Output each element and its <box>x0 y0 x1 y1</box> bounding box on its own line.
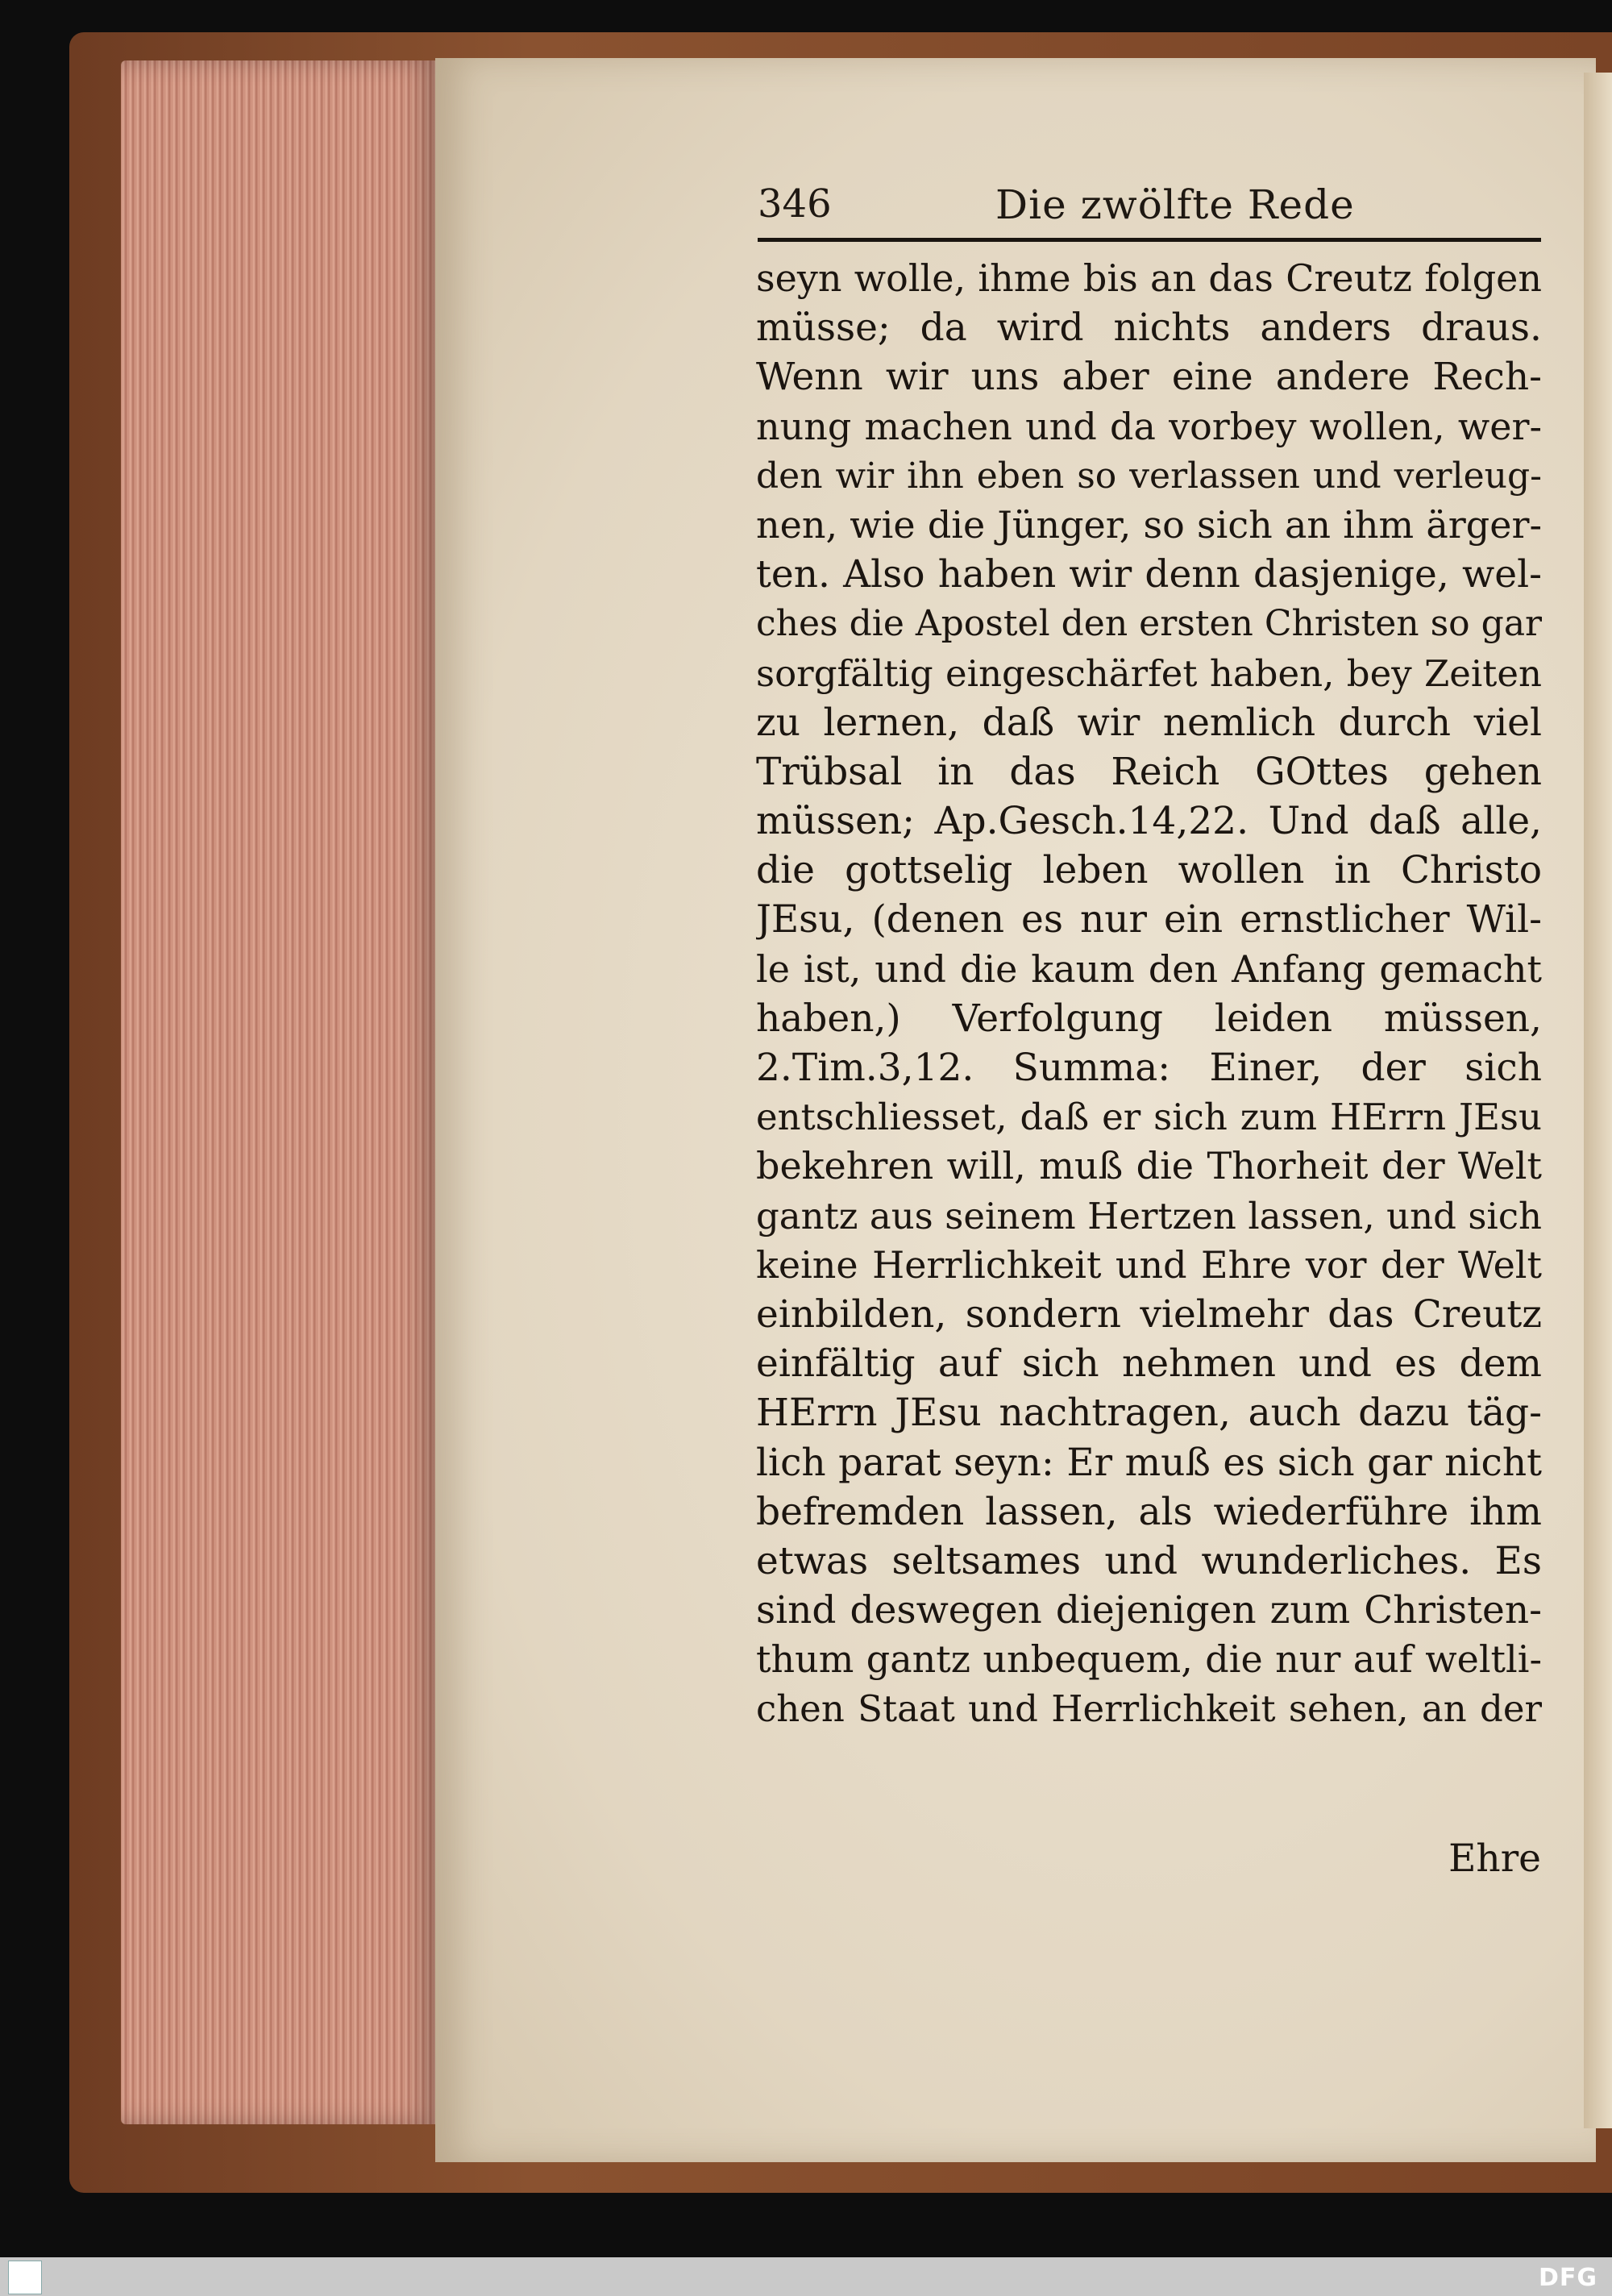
text-line: etwas seltsames und wunderliches. Es <box>756 1538 1542 1583</box>
text-line: keine Herrlichkeit und Ehre vor der Welt <box>756 1242 1542 1287</box>
text-line: haben,) Verfolgung leiden müssen, <box>756 996 1542 1041</box>
page-edges <box>121 60 439 2124</box>
text-line: die gottselig leben wollen in Christo <box>756 848 1542 893</box>
catchword: Ehre <box>1448 1836 1541 1881</box>
text-line: 2.Tim.3,12. Summa: Einer, der sich <box>756 1046 1542 1090</box>
text-line: einbilden, sondern vielmehr das Creutz <box>756 1292 1542 1337</box>
body-text <box>756 254 1542 1734</box>
text-line: nen, wie die Jünger, so sich an ihm ärger- <box>756 502 1542 547</box>
dfg-logo: DFG <box>1538 2264 1597 2292</box>
text-line: gantz aus seinem Hertzen lassen, und sich <box>756 1194 1542 1237</box>
text-line: müsse; da wird nichts anders draus. <box>756 306 1542 351</box>
text-line: sorgfältig eingeschärfet haben, bey Zeiten <box>756 651 1542 695</box>
text-line: zu lernen, daß wir nemlich durch viel <box>756 700 1542 745</box>
text-line: einfältig auf sich nehmen und es dem <box>756 1341 1542 1387</box>
text-line: HErrn JEsu nachtragen, auch dazu täg- <box>756 1391 1542 1436</box>
page-number: 346 <box>758 181 832 227</box>
text-line: befremden lassen, als wiederführe ihm <box>756 1489 1542 1534</box>
running-head: Die zwölfte Rede <box>995 181 1355 228</box>
text-line: thum gantz unbequem, die nur auf weltli- <box>756 1637 1542 1682</box>
text-line: le ist, und die kaum den Anfang gemacht <box>756 946 1542 991</box>
text-line: bekehren will, muß die Thorheit der Welt <box>756 1144 1542 1188</box>
text-line: ten. Also haben wir denn dasjenige, wel- <box>756 552 1542 597</box>
text-line: ches die Apostel den ersten Christen so gar <box>756 603 1542 645</box>
text-line: den wir ihn eben so verlassen und verleug- <box>756 455 1542 497</box>
text-line: lich parat seyn: Er muß es sich gar nicht <box>756 1440 1542 1485</box>
text-line: müssen; Ap.Gesch.14,22. Und daß alle, <box>756 799 1542 844</box>
facing-page-edge <box>1584 73 1612 2128</box>
text-line: Trübsal in das Reich GOttes gehen <box>756 749 1542 794</box>
page-header <box>758 173 1541 242</box>
library-logo-icon <box>8 2261 42 2294</box>
viewer-footer <box>0 2257 1612 2296</box>
text-line: JEsu, (denen es nur ein ernstlicher Wil- <box>756 897 1542 942</box>
text-line: chen Staat und Herrlichkeit sehen, an der <box>756 1687 1542 1731</box>
text-line: nung machen und da vorbey wollen, wer- <box>756 404 1542 448</box>
text-line: sind deswegen diejenigen zum Christen- <box>756 1588 1542 1633</box>
text-line: Wenn wir uns aber eine andere Rech- <box>756 355 1542 400</box>
text-line: seyn wolle, ihme bis an das Creutz folgen <box>756 256 1542 300</box>
text-line: entschliesset, daß er sich zum HErrn JEsu <box>756 1096 1542 1139</box>
